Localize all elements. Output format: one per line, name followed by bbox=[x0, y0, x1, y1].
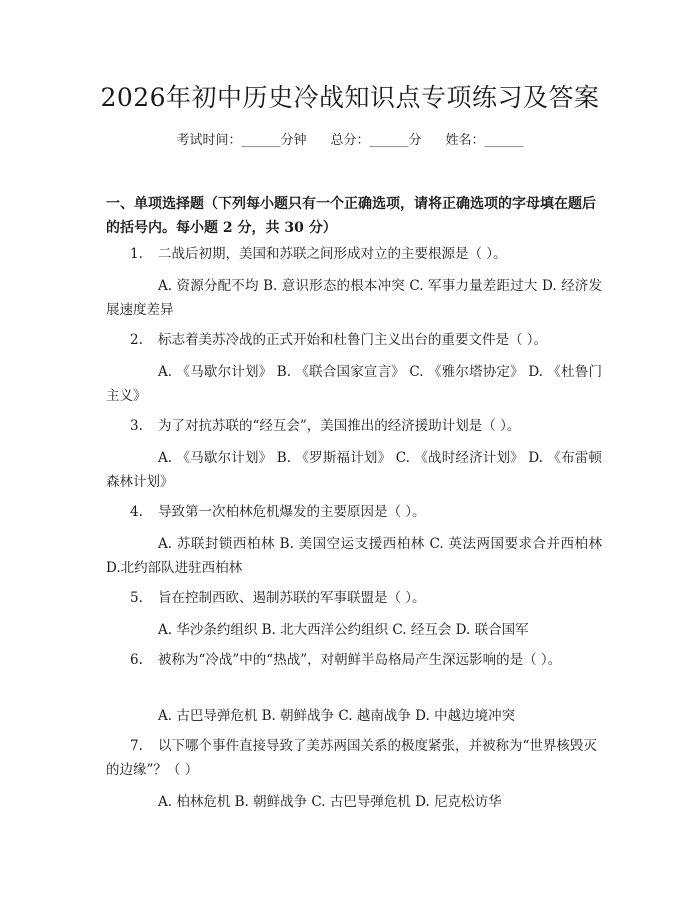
page-title: 2026年初中历史冷战知识点专项练习及答案 bbox=[100, 83, 600, 112]
question-options: A. 古巴导弹危机 B. 朝鲜战争 C. 越南战争 D. 中越边境冲突 bbox=[158, 708, 516, 724]
exam-meta bbox=[0, 131, 700, 151]
question-options: A. 资源分配不均 B. 意识形态的根本冲突 C. 军事力量差距过大 D. 经济发展速度差异 bbox=[106, 278, 602, 318]
question-stem bbox=[106, 242, 602, 266]
exam-time-field: 考试时间：______分钟 bbox=[176, 133, 307, 148]
question-stem bbox=[106, 500, 602, 524]
total-score-field: 总分：______分 bbox=[330, 133, 422, 148]
question-text: 标志着美苏冷战的正式开始和杜鲁门主义出台的重要文件是（ ）。 bbox=[158, 332, 548, 348]
question-stem bbox=[106, 414, 602, 438]
question-number: 1. bbox=[130, 246, 143, 262]
question-options: A. 《马歇尔计划》 B. 《罗斯福计划》 C. 《战时经济计划》 D. 《布雷顿森林计划》 bbox=[106, 450, 602, 490]
question-text: 以下哪个事件直接导致了美苏两国关系的极度紧张，并被称为“世界核毁灭的边缘”？（ ） bbox=[106, 738, 597, 778]
question-number: 7. bbox=[130, 738, 143, 754]
question-options: A. 苏联封锁西柏林 B. 美国空运支援西柏林 C. 英法两国要求合并西柏林 D.北约部队进驻西柏林 bbox=[106, 536, 602, 576]
student-name-field: 姓名：______ bbox=[445, 133, 524, 148]
question-number: 5. bbox=[130, 590, 143, 606]
question-text: 旨在控制西欧、遏制苏联的军事联盟是（ ）。 bbox=[158, 590, 426, 606]
question-stem bbox=[106, 586, 602, 610]
question-number: 4. bbox=[130, 504, 143, 520]
question-text: 导致第一次柏林危机爆发的主要原因是（ ）。 bbox=[158, 504, 426, 520]
question-options: A. 华沙条约组织 B. 北大西洋公约组织 C. 经互会 D. 联合国军 bbox=[158, 622, 529, 638]
section-heading: 一、单项选择题（下列每小题只有一个正确选项，请将正确选项的字母填在题后的括号内。每小题 2 分，共 30 分） bbox=[106, 196, 596, 236]
question-stem bbox=[106, 648, 602, 672]
question-text: 为了对抗苏联的“经互会”，美国推出的经济援助计划是（ ）。 bbox=[158, 418, 521, 434]
question-text: 二战后初期，美国和苏联之间形成对立的主要根源是（ ）。 bbox=[158, 246, 507, 262]
question-options: A. 柏林危机 B. 朝鲜战争 C. 古巴导弹危机 D. 尼克松访华 bbox=[158, 794, 502, 810]
question-number: 2. bbox=[130, 332, 143, 348]
question-number: 3. bbox=[130, 418, 143, 434]
question-stem bbox=[106, 734, 602, 782]
question-options: A. 《马歇尔计划》 B. 《联合国家宣言》 C. 《雅尔塔协定》 D. 《杜鲁门主义》 bbox=[106, 364, 602, 404]
question-stem bbox=[106, 328, 602, 352]
question-number: 6. bbox=[130, 652, 143, 668]
question-text: 被称为“冷战”中的“热战”，对朝鲜半岛格局产生深远影响的是（ ）。 bbox=[158, 652, 562, 668]
